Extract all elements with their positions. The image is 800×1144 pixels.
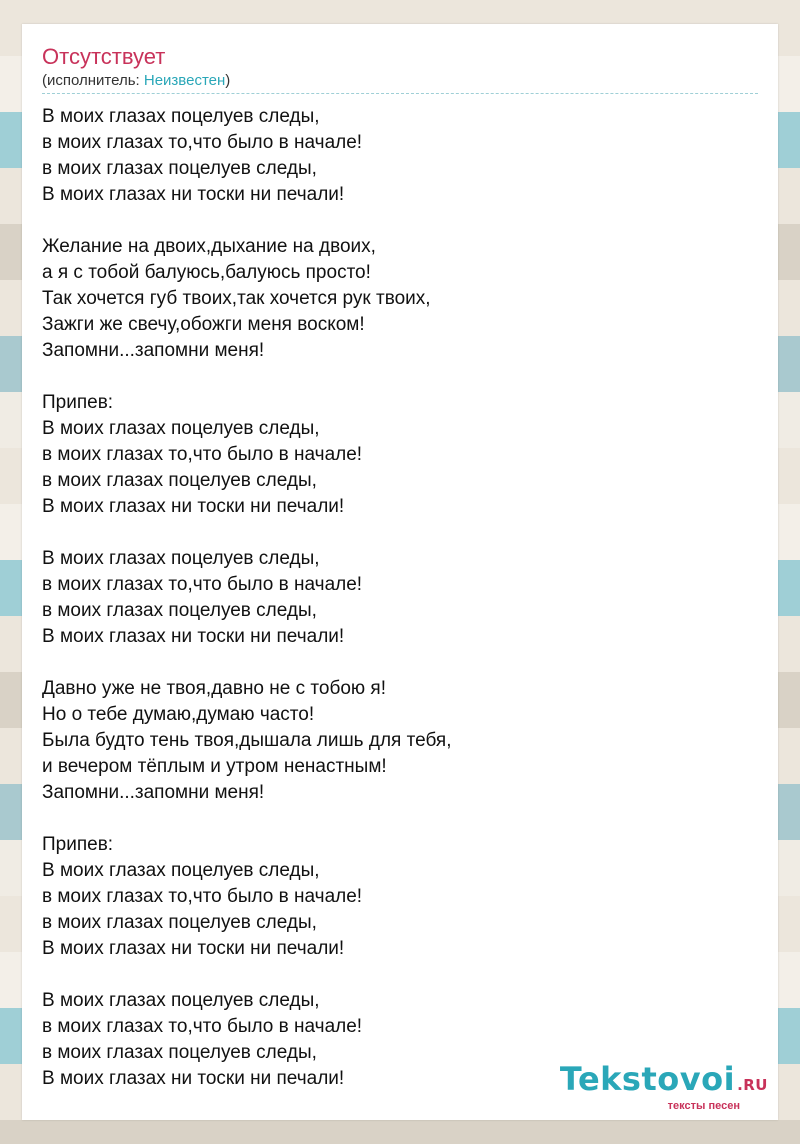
logo-wordmark	[560, 1062, 768, 1102]
lyrics-sheet	[22, 24, 778, 1120]
artist-prefix: (исполнитель:	[42, 72, 144, 89]
logo-tld: .RU	[737, 1076, 768, 1094]
artist-suffix: )	[225, 72, 231, 89]
site-logo[interactable]	[560, 1062, 768, 1112]
artist-link[interactable]: Неизвестен	[143, 72, 226, 89]
song-title: Отсутствует	[42, 44, 166, 69]
logo-tagline: тексты песен	[667, 1100, 740, 1112]
title-divider	[42, 93, 758, 94]
artist-line	[42, 72, 230, 90]
lyrics-text: В моих глазах поцелуев следы, в моих глазах то,что было в начале! в моих глазах поцелуев следы, В моих глазах ни тоски ни печали! Желание на двоих,дыхание на двоих, а я с тобой балуюсь,балуюсь просто! Так хочется губ твоих,так хочется рук твоих, Зажги же свечу,обожги меня воском! Запомни...запомни меня! Припев: В моих глазах поцелуев следы, в моих глазах то,что было в начале! в моих глазах поцелуев следы, В моих глазах ни тоски ни печали! В моих глазах поцелуев следы, в моих глазах то,что было в начале! в моих глазах поцелуев следы, В моих глазах ни тоски ни печали! Давно уже не твоя,давно не с тобою я! Но о тебе думаю,думаю часто! Была будто тень твоя,дышала лишь для тебя, и вечером тёплым и утром ненастным! Запомни...запомни меня! Припев: В моих глазах поцелуев следы, в моих глазах то,что было в начале! в моих глазах поцелуев следы, В моих глазах ни тоски ни печали! В моих глазах поцелуев следы, в моих глазах то,что было в начале! в моих глазах поцелуев следы, В моих глазах ни тоски ни печали!	[42, 106, 452, 1089]
logo-name: Tekstovoi	[559, 1060, 736, 1098]
